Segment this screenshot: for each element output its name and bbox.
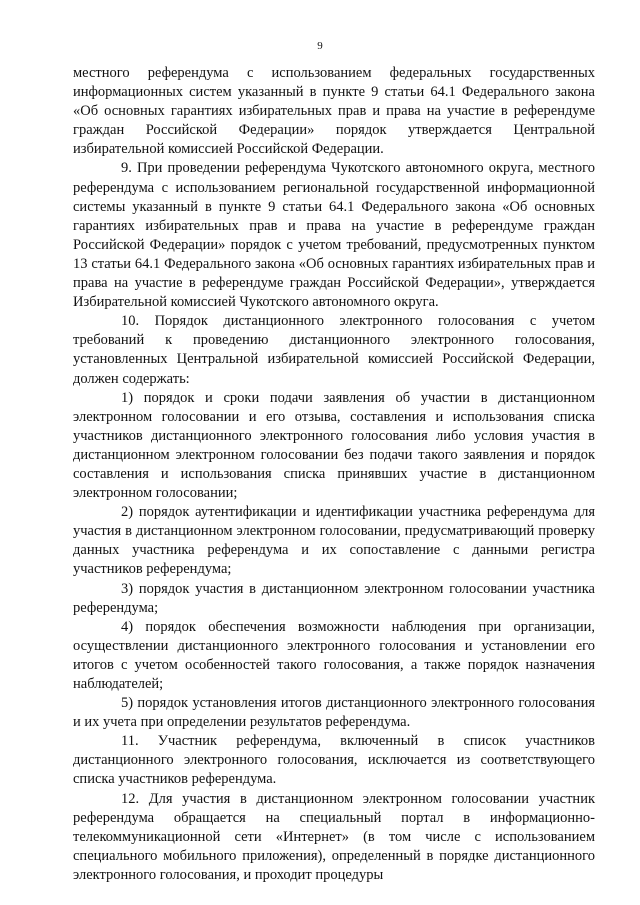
subitem-2: 2) порядок аутентификации и идентификации участника референдума для участия в дистанционном электронном голосовании, предусматривающий проверку данных участника референдума и их сопоставление с данными регистра участников референдума;	[73, 504, 595, 578]
subitem-4: 4) порядок обеспечения возможности наблюдения при организации, осуществлении дистанционного электронного голосования и установлении его итогов с учетом особенностей такого голосования, а также порядок назначения наблюдателей;	[73, 618, 595, 692]
paragraph-continuation: местного референдума с использованием федеральных государственных информационных систем указанный в пункте 9 статьи 64.1 Федерального закона «Об основных гарантиях избирательных прав и права на участие в референдуме граждан Российской Федерации» порядок утверждается Центральной избирательной комиссией Российской Федерации.	[73, 65, 595, 158]
subitem-5: 5) порядок установления итогов дистанционного электронного голосования и их учета при определении результатов референдума.	[73, 695, 595, 731]
subitem-1: 1) порядок и сроки подачи заявления об участии в дистанционном электронном голосовании и его отзыва, составления и использования списка участников дистанционного электронного голосования либо условия участия в дистанционном электронном голосовании без подачи такого заявления и порядок составления и использования списка принявших участие в дистанционном электронном голосовании;	[73, 389, 595, 502]
subitem-3: 3) порядок участия в дистанционном электронном голосовании участника референдума;	[73, 580, 595, 616]
page-number: 9	[317, 40, 323, 52]
paragraph-item-12: 12. Для участия в дистанционном электронном голосовании участник референдума обращается на специальный портал в информационно-телекоммуникационной сети «Интернет» (в том числе с использованием специального мобильного приложения), определенный в порядке дистанционного электронного голосования, и проходит процедуры	[73, 790, 595, 883]
paragraph-item-9: 9. При проведении референдума Чукотского автономного округа, местного референдума с использованием региональной государственной информационной системы указанный в пункте 9 статьи 64.1 Федерального закона «Об основных гарантиях избирательных прав и права на участие в референдуме граждан Российской Федерации» порядок с учетом требований, предусмотренных пунктом 13 статьи 64.1 Федерального закона «Об основных гарантиях избирательных прав и права на участие в референдуме граждан Российской Федерации», утверждается Избирательной комиссией Чукотского автономного округа.	[73, 160, 595, 311]
paragraph-item-10: 10. Порядок дистанционного электронного голосования с учетом требований к проведению дистанционного электронного голосования, установленных Центральной избирательной комиссией Российской Федерации, должен содержать:	[73, 313, 595, 387]
paragraph-item-11: 11. Участник референдума, включенный в список участников дистанционного электронного голосования, исключается из соответствующего списка участников референдума.	[73, 733, 595, 788]
document-body	[73, 64, 595, 885]
